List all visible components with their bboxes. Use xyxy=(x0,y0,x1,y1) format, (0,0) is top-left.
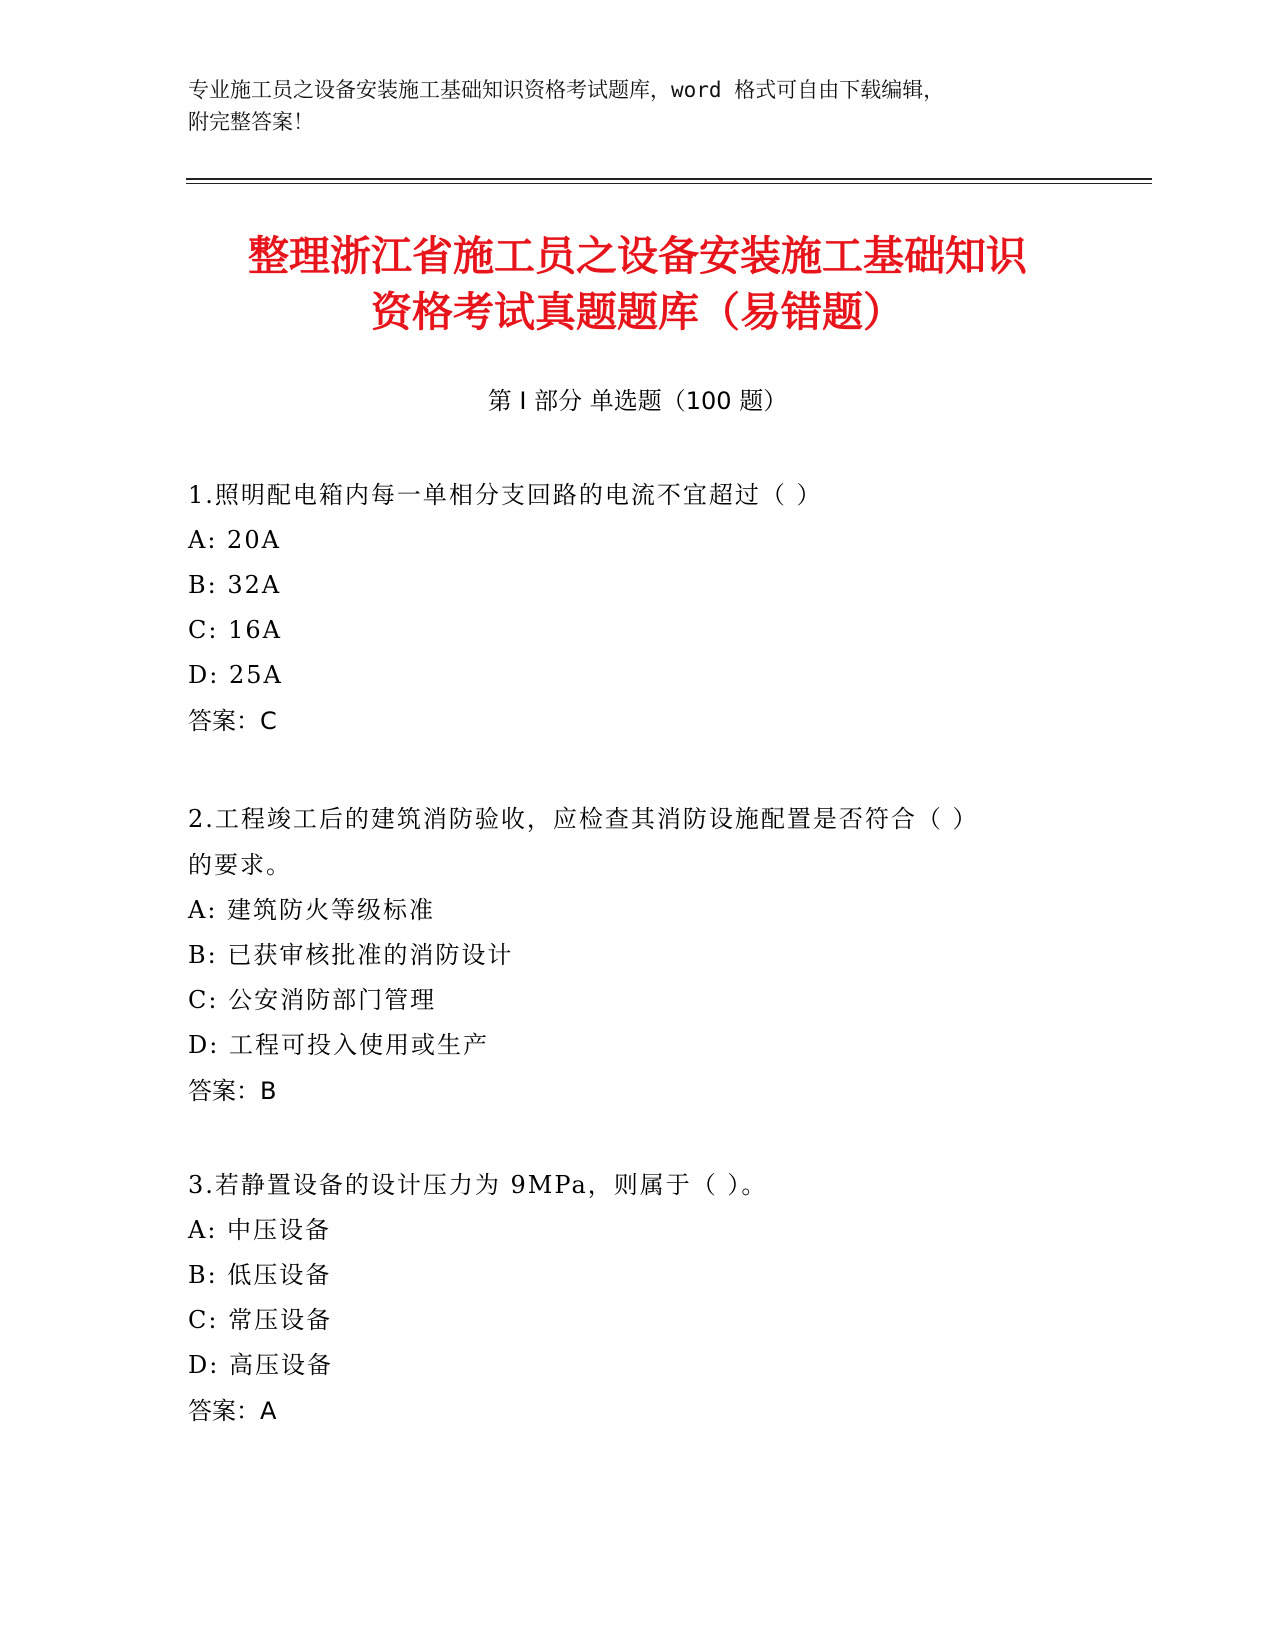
option-b: B: 低压设备 xyxy=(188,1261,332,1289)
header-divider-thick xyxy=(186,178,1152,180)
header-note xyxy=(188,74,1088,138)
question-1 xyxy=(188,472,1088,744)
option-a: A: 中压设备 xyxy=(188,1216,332,1244)
answer: 答案：A xyxy=(188,1397,277,1425)
header-divider-thin xyxy=(186,183,1152,184)
question-stem: 3.若静置设备的设计压力为 9MPa，则属于（ ）。 xyxy=(188,1171,768,1199)
header-note-line-1: 专业施工员之设备安装施工基础知识资格考试题库，word 格式可自由下载编辑， xyxy=(188,78,945,102)
answer: 答案：B xyxy=(188,1077,277,1105)
option-d: D: 高压设备 xyxy=(188,1351,333,1379)
option-d: D: 25A xyxy=(188,661,283,689)
option-c: C: 16A xyxy=(188,616,282,644)
option-a: A: 建筑防火等级标准 xyxy=(188,896,436,924)
question-3 xyxy=(188,1162,1088,1434)
option-c: C: 公安消防部门管理 xyxy=(188,986,437,1014)
question-stem: 2.工程竣工后的建筑消防验收，应检查其消防设施配置是否符合（ ） xyxy=(188,805,979,833)
question-2 xyxy=(188,796,1088,1114)
document-title-line-1: 整理浙江省施工员之设备安装施工基础知识 xyxy=(248,232,1027,280)
document-title-line-2: 资格考试真题题库（易错题） xyxy=(371,288,904,336)
option-b: B: 32A xyxy=(188,571,282,599)
option-d: D: 工程可投入使用或生产 xyxy=(188,1031,489,1059)
question-stem: 1.照明配电箱内每一单相分支回路的电流不宜超过（ ） xyxy=(188,481,823,509)
document-title xyxy=(120,228,1155,340)
question-stem-continued: 的要求。 xyxy=(188,851,292,879)
answer: 答案：C xyxy=(188,707,277,735)
option-c: C: 常压设备 xyxy=(188,1306,333,1334)
section-heading: 第 I 部分 单选题（100 题） xyxy=(487,387,788,415)
option-a: A: 20A xyxy=(188,526,281,554)
option-b: B: 已获审核批准的消防设计 xyxy=(188,941,514,969)
header-note-line-2: 附完整答案！ xyxy=(188,110,314,134)
